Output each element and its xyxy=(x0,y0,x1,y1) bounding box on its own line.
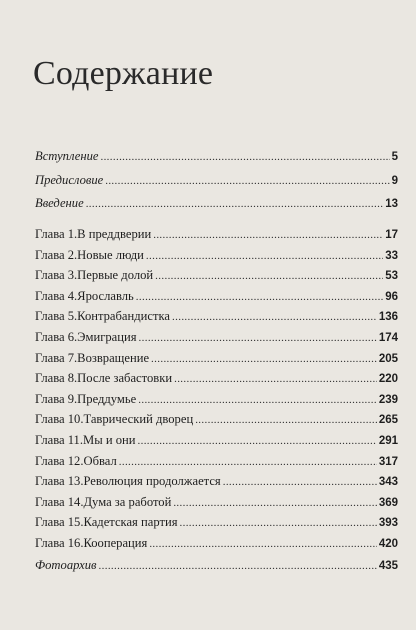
toc-page-number: 220 xyxy=(378,373,398,386)
toc-entry xyxy=(35,245,398,265)
chapter-number: Глава 14. xyxy=(35,494,84,509)
toc-dot-leader xyxy=(155,266,383,286)
toc-page-number: 13 xyxy=(385,198,398,210)
toc-dot-leader xyxy=(151,349,377,369)
toc-page-number: 291 xyxy=(378,435,398,447)
toc-page-number: 33 xyxy=(385,249,398,262)
toc-dot-leader xyxy=(86,194,384,214)
toc-page-number: 53 xyxy=(385,270,398,283)
chapter-title: После забастовки xyxy=(77,371,173,386)
toc-page-number: 435 xyxy=(378,560,398,572)
toc-dot-leader xyxy=(180,513,377,533)
page-title: Содержание xyxy=(33,55,214,92)
toc-dot-leader xyxy=(105,171,389,191)
toc-page-number: 205 xyxy=(378,352,398,365)
toc-page-number: 420 xyxy=(378,538,398,550)
toc-entry xyxy=(35,306,398,326)
toc-page-number: 265 xyxy=(378,414,398,427)
toc-page-number: 174 xyxy=(378,332,398,344)
toc-page-number: 96 xyxy=(385,290,398,303)
toc-page-number: 17 xyxy=(385,229,398,241)
toc-dot-leader xyxy=(172,307,377,327)
toc-entry xyxy=(35,409,398,429)
chapter-title: В преддверии xyxy=(77,227,152,241)
toc-entry-label: Предисловие xyxy=(35,173,104,187)
chapter-title: Революция продолжается xyxy=(83,474,221,489)
chapter-title: Обвал xyxy=(83,453,117,468)
toc-entry xyxy=(35,451,398,471)
toc-entry xyxy=(35,555,398,575)
toc-dot-leader xyxy=(223,472,377,492)
toc-entry xyxy=(35,286,398,306)
chapter-title: Новые люди xyxy=(77,247,144,262)
chapter-title: Таврический дворец xyxy=(83,412,194,427)
toc-page-number: 9 xyxy=(391,175,398,187)
chapter-number: Глава 7. xyxy=(35,350,78,365)
chapter-title: Преддумье xyxy=(77,391,137,406)
toc-entry xyxy=(35,492,398,512)
toc-page-number: 369 xyxy=(378,496,398,509)
toc-entry xyxy=(35,389,398,409)
toc-dot-leader xyxy=(99,556,377,576)
chapter-title: Первые долой xyxy=(77,268,154,283)
toc-entry xyxy=(35,348,398,368)
chapter-number: Глава 3. xyxy=(35,268,78,283)
toc-entry xyxy=(35,193,398,213)
toc-dot-leader xyxy=(138,431,377,451)
toc-entry xyxy=(35,265,398,285)
toc-page-number: 317 xyxy=(378,455,398,468)
toc-entry xyxy=(35,170,398,190)
toc-dot-leader xyxy=(153,225,383,245)
toc-entry xyxy=(35,512,398,532)
chapter-number: Глава 16. xyxy=(35,536,84,550)
toc-dot-leader xyxy=(195,410,377,430)
toc-entry-label: Фотоархив xyxy=(35,558,97,572)
chapter-number: Глава 1. xyxy=(35,227,78,241)
toc-entry-label: Введение xyxy=(35,196,84,210)
chapter-number: Глава 5. xyxy=(35,309,78,324)
chapter-number: Глава 13. xyxy=(35,474,84,489)
toc-page-number: 393 xyxy=(378,517,398,530)
chapter-title: Кооперация xyxy=(83,536,148,550)
toc-dot-leader xyxy=(136,287,383,307)
toc-entry xyxy=(35,224,398,244)
chapter-number: Глава 11. xyxy=(35,433,84,447)
toc-dot-leader xyxy=(139,328,377,348)
chapter-number: Глава 15. xyxy=(35,515,84,530)
toc-dot-leader xyxy=(100,147,389,167)
toc-page-number: 5 xyxy=(391,151,398,163)
toc-entry xyxy=(35,430,398,450)
chapter-number: Глава 6. xyxy=(35,330,78,344)
chapter-title: Ярославль xyxy=(77,288,134,303)
toc-page-number: 239 xyxy=(378,393,398,406)
toc-page-number: 136 xyxy=(378,311,398,324)
toc-entry-label: Вступление xyxy=(35,149,99,163)
chapter-number: Глава 2. xyxy=(35,247,78,262)
toc-page-number: 343 xyxy=(378,476,398,489)
toc-dot-leader xyxy=(119,452,377,472)
chapter-number: Глава 8. xyxy=(35,371,78,386)
chapter-number: Глава 4. xyxy=(35,288,78,303)
toc-entry xyxy=(35,146,398,166)
chapter-number: Глава 9. xyxy=(35,391,78,406)
toc-entry xyxy=(35,471,398,491)
toc-entry xyxy=(35,368,398,388)
chapter-title: Контрабандистка xyxy=(77,309,171,324)
toc-entry xyxy=(35,533,398,553)
chapter-title: Эмиграция xyxy=(77,330,137,344)
chapter-title: Мы и они xyxy=(83,433,136,447)
chapter-title: Дума за работой xyxy=(83,494,172,509)
chapter-title: Кадетская партия xyxy=(83,515,178,530)
toc-dot-leader xyxy=(174,369,377,389)
toc-dot-leader xyxy=(138,390,377,410)
toc-dot-leader xyxy=(146,246,383,266)
chapter-number: Глава 10. xyxy=(35,412,84,427)
toc-dot-leader xyxy=(149,534,376,554)
chapter-number: Глава 12. xyxy=(35,453,84,468)
toc-entry xyxy=(35,327,398,347)
toc-dot-leader xyxy=(173,493,376,513)
chapter-title: Возвращение xyxy=(77,350,150,365)
